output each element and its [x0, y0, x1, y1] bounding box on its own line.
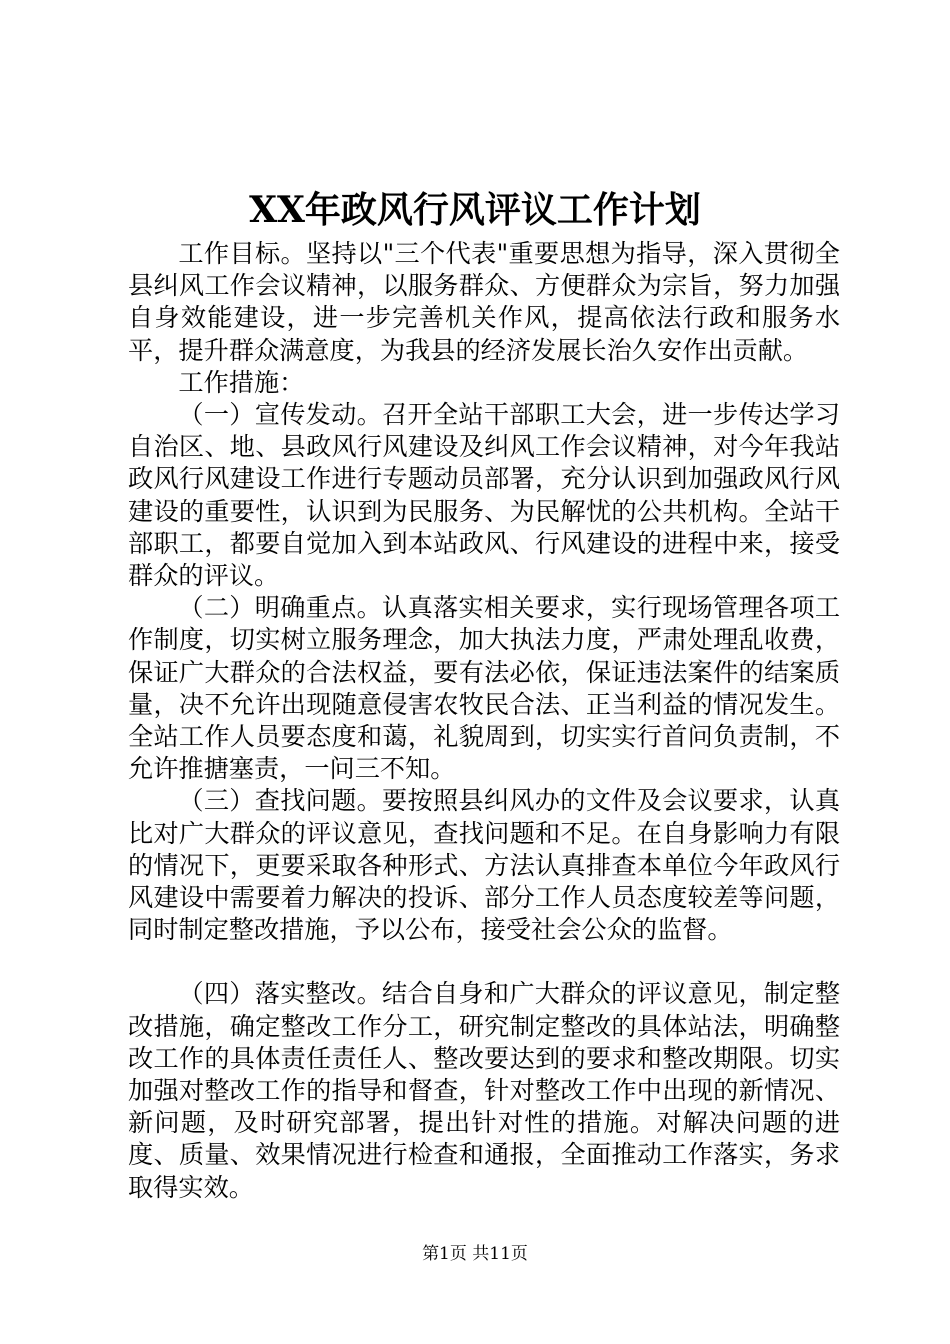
document-title: XX年政风行风评议工作计划 — [249, 189, 701, 231]
paragraph-measure-4: （四）落实整改。结合自身和广大群众的评议意见，制定整改措施，确定整改工作分工，研究制定整改的具体站法，明确整改工作的具体责任责任人、整改要达到的要求和整改期限。切实加强对整改工作的指导和督查，针对整改工作中出现的新情况、新问题，及时研究部署，提出针对性的措施。对解决问题的进度、质量、效果情况进行检查和通报，全面推动工作落实，务求取得实效。 — [128, 979, 840, 1202]
paragraph-measure-2: （二）明确重点。认真落实相关要求，实行现场管理各项工作制度，切实树立服务理念，加大执法力度，严肃处理乱收费，保证广大群众的合法权益，要有法必依，保证违法案件的结案质量，决不允许出现随意侵害农牧民合法、正当利益的情况发生。全站工作人员要态度和蔼，礼貌周到，切实实行首问负责制，不允许推搪塞责，一问三不知。 — [128, 593, 840, 784]
page-footer: 第1页 共11页 — [422, 1244, 528, 1264]
paragraph-goal: 工作目标。坚持以"三个代表"重要思想为指导，深入贯彻全县纠风工作会议精神，以服务群众、方便群众为宗旨，努力加强自身效能建设，进一步完善机关作风，提高依法行政和服务水平，提升群众满意度，为我县的经济发展长治久安作出贡献。 — [128, 239, 840, 365]
paragraph-measure-3: （三）查找问题。要按照县纠风办的文件及会议要求，认真比对广大群众的评议意见，查找问题和不足。在自身影响力有限的情况下，更要采取各种形式、方法认真排查本单位今年政风行风建设中需要着力解决的投诉、部分工作人员态度较差等问题，同时制定整改措施，予以公布，接受社会公众的监督。 — [128, 786, 840, 945]
paragraph-measures-heading: 工作措施： — [178, 367, 305, 397]
document-body — [128, 238, 840, 1204]
paragraph-measure-1: （一）宣传发动。召开全站干部职工大会，进一步传达学习自治区、地、县政风行风建设及纠风工作会议精神，对今年我站政风行风建设工作进行专题动员部署，充分认识到加强政风行风建设的重要性，认识到为民服务、为民解忧的公共机构。全站干部职工，都要自觉加入到本站政风、行风建设的进程中来，接受群众的评议。 — [128, 400, 840, 591]
